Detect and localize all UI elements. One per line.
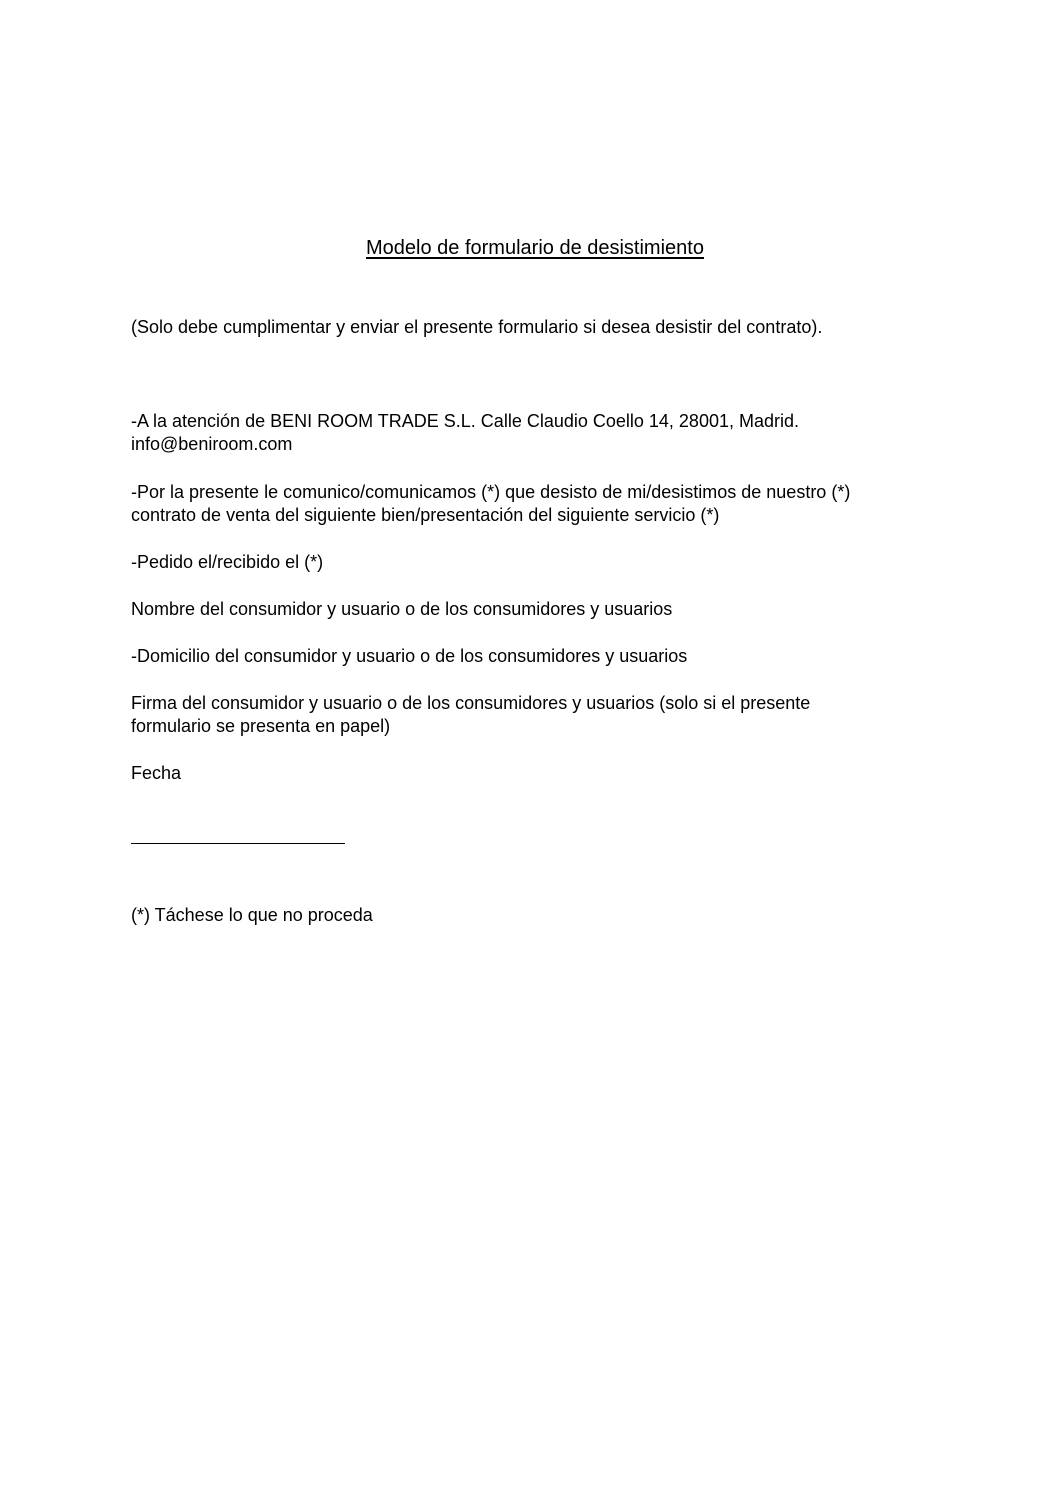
attention-address: -A la atención de BENI ROOM TRADE S.L. Calle Claudio Coello 14, 28001, Madrid. <box>131 411 799 431</box>
signature-line <box>131 843 345 844</box>
instructions-text: (Solo debe cumplimentar y enviar el presente formulario si desea desistir del contrato). <box>131 317 823 337</box>
ordered-received-field: -Pedido el/recibido el (*) <box>131 552 324 572</box>
consumer-name-field: Nombre del consumidor y usuario o de los consumidores y usuarios <box>131 599 673 619</box>
document-title: Modelo de formulario de desistimiento <box>366 237 704 259</box>
date-field: Fecha <box>131 763 182 783</box>
footnote: (*) Táchese lo que no proceda <box>131 905 373 925</box>
withdrawal-notice-line2: contrato de venta del siguiente bien/presentación del siguiente servicio (*) <box>131 505 720 525</box>
signature-field-line1: Firma del consumidor y usuario o de los consumidores y usuarios (solo si el presente <box>131 693 811 713</box>
signature-field-line2: formulario se presenta en papel) <box>131 716 391 736</box>
consumer-address-field: -Domicilio del consumidor y usuario o de los consumidores y usuarios <box>131 646 688 666</box>
withdrawal-notice-line1: -Por la presente le comunico/comunicamos (*) que desisto de mi/desistimos de nuestro (*) <box>131 482 851 502</box>
attention-email: info@beniroom.com <box>131 434 293 454</box>
